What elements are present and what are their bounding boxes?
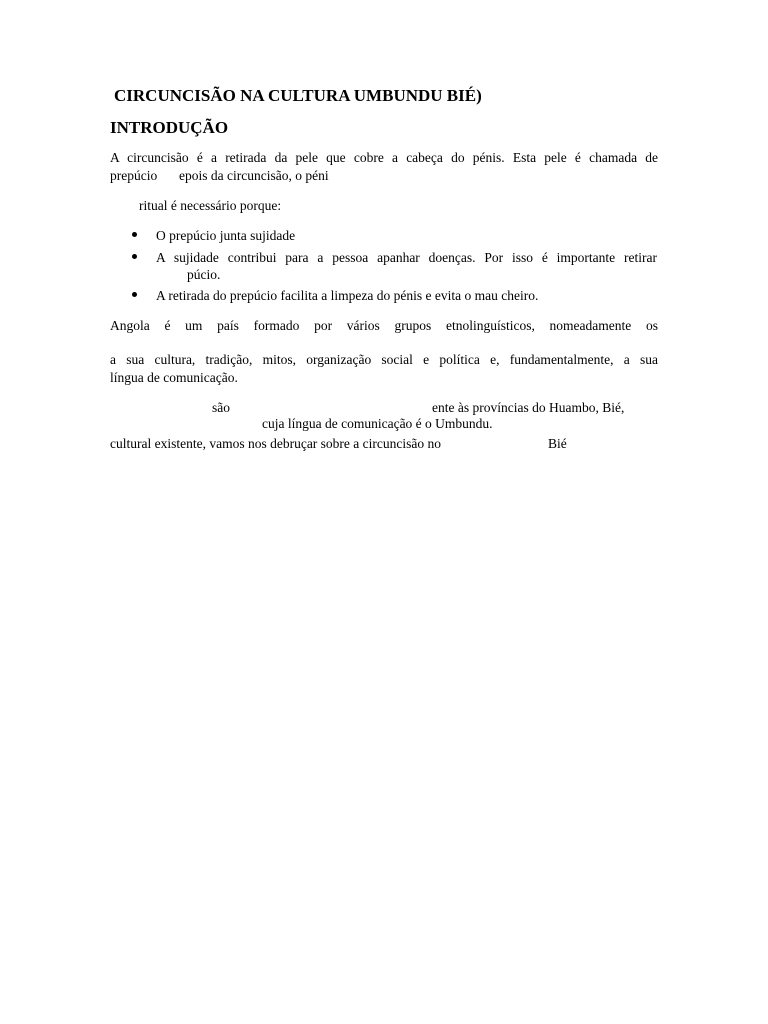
paragraph-line: ritual é necessário porque: — [139, 198, 282, 213]
paragraph-line: A circuncisão é a retirada da pele que cobre a cabeça do pénis. Esta pele é chamada de — [110, 150, 658, 165]
paragraph-line: Angola é um país formado por vários grupos etnolinguísticos, nomeadamente os — [110, 318, 658, 333]
paragraph-line: língua de comunicação. — [110, 370, 238, 385]
bullet-icon — [132, 292, 137, 297]
paragraph-line: epois da circuncisão, o péni — [179, 168, 329, 183]
list-item: A sujidade contribui para a pessoa apanhar doenças. Por isso é importante retirar — [156, 250, 657, 265]
paragraph-line: prepúcio — [110, 168, 158, 183]
paragraph-fragment: são — [212, 400, 230, 415]
list-item: A retirada do prepúcio facilita a limpeza do pénis e evita o mau cheiro. — [156, 288, 539, 303]
paragraph-fragment: cultural existente, vamos nos debruçar sobre a circuncisão no — [110, 436, 442, 451]
paragraph-fragment: Bié — [548, 436, 567, 451]
bullet-icon — [132, 254, 137, 259]
section-heading: INTRODUÇÃO — [110, 118, 229, 137]
list-item: O prepúcio junta sujidade — [156, 228, 296, 243]
paragraph-fragment: cuja língua de comunicação é o Umbundu. — [262, 416, 493, 431]
bullet-icon — [132, 232, 137, 237]
list-item-continuation: púcio. — [187, 267, 221, 282]
paragraph-line: a sua cultura, tradição, mitos, organização social e política e, fundamentalmente, a sua — [110, 352, 658, 367]
document-title: CIRCUNCISÃO NA CULTURA UMBUNDU BIÉ) — [114, 86, 482, 105]
paragraph-fragment: ente às províncias do Huambo, Bié, — [432, 400, 625, 415]
